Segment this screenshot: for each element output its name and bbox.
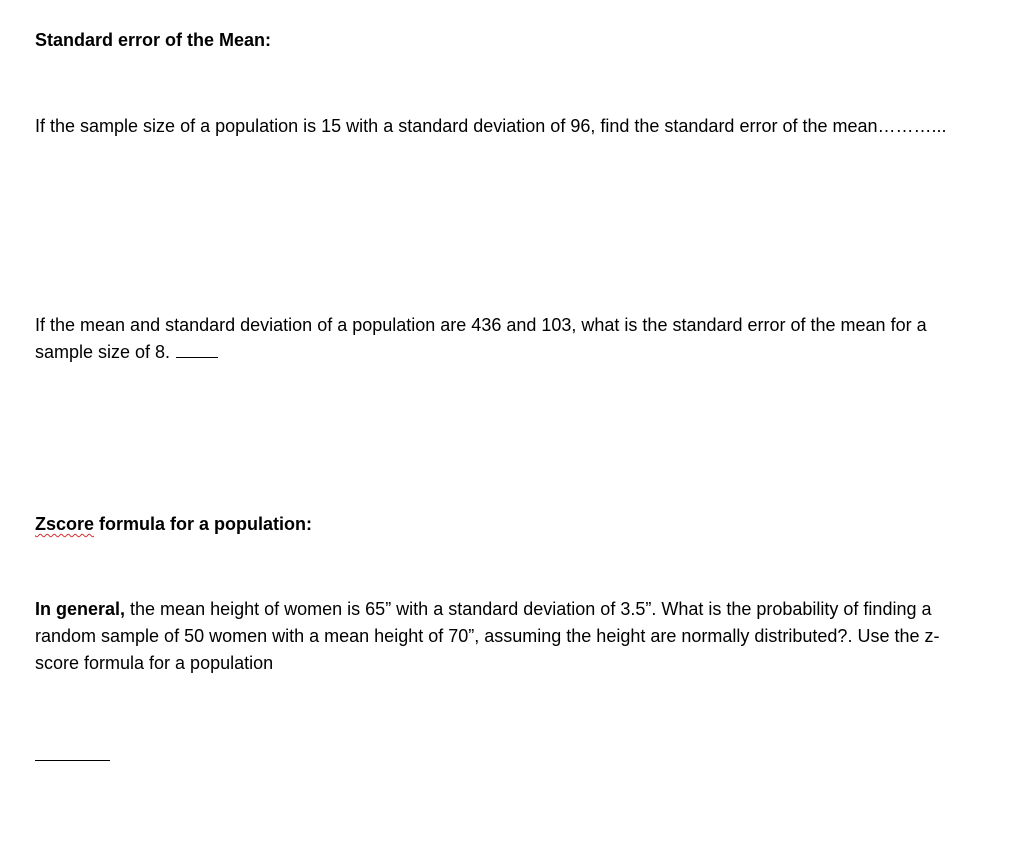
question-2 (35, 312, 970, 366)
question-3-bold-lead: In general, (35, 599, 126, 619)
misspelled-word-zscore: Zscore (35, 514, 95, 534)
section-heading-standard-error: Standard error of the Mean: (35, 30, 272, 50)
section-heading-zscore (35, 511, 970, 538)
question-2-answer-blank (176, 343, 218, 358)
question-3-text: the mean height of women is 65” with a standard deviation of 3.5”. What is the probability of finding a random sample of 50 women with a mean height of 70”, assuming the height are normally distributed?. Use the z-score formula for a population (35, 599, 940, 673)
question-1-text: If the sample size of a population is 15 with a standard deviation of 96, find the standard error of the mean………... (35, 116, 947, 136)
question-2-text: If the mean and standard deviation of a population are 436 and 103, what is the standard error of the mean for a sample size of 8. (35, 315, 927, 362)
question-3-answer-blank (35, 760, 110, 761)
section-heading-zscore-rest: formula for a population: (94, 514, 313, 534)
question-3 (35, 596, 970, 677)
